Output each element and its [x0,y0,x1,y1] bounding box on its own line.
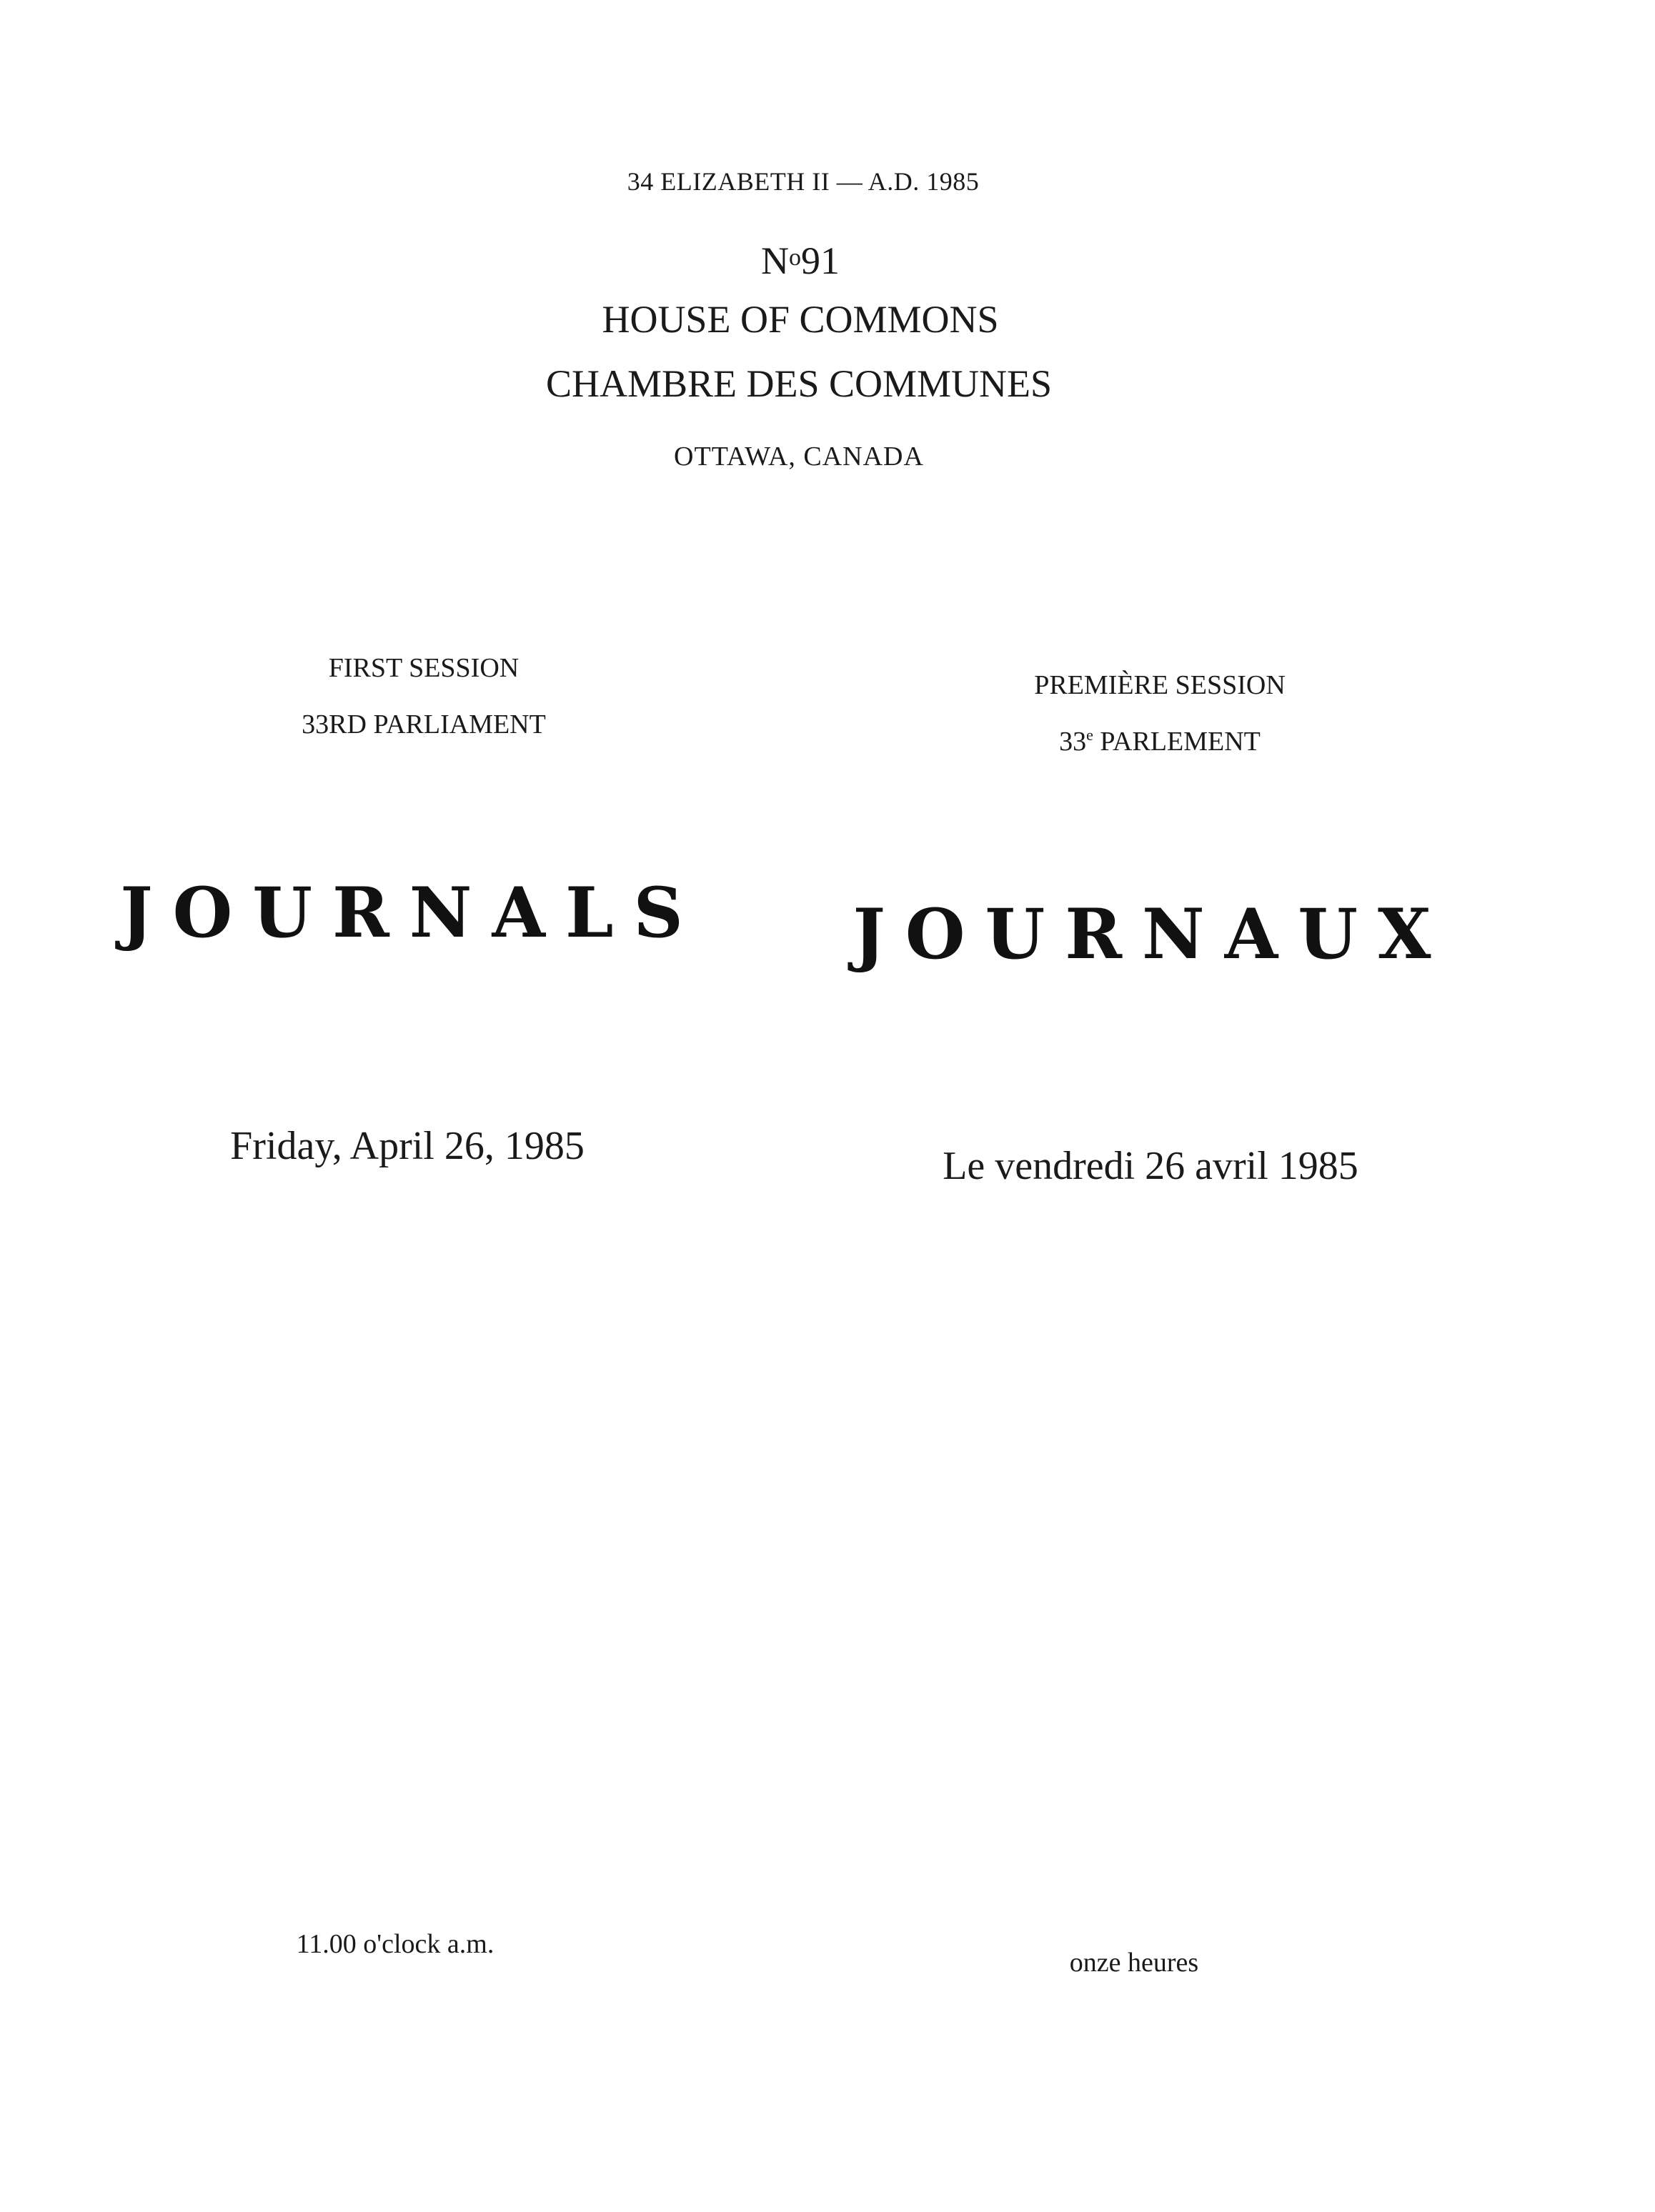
parliament-suffix: e [1086,726,1093,744]
issue-number [761,241,840,280]
title-french: JOURNAUX [853,894,1451,975]
title-english: JOURNALS [120,872,703,953]
parliament-word: PARLEMENT [1093,727,1261,757]
session-english: FIRST SESSION [328,653,520,683]
regnal-year-line: 34 ELIZABETH II — A.D. 1985 [627,167,980,196]
house-name-french: CHAMBRE DES COMMUNES [545,362,1053,405]
parliament-number: 33 [1059,727,1087,757]
sitting-time-french: onze heures [1069,1948,1199,1978]
issue-suffix: o [789,244,801,271]
date-french: Le vendredi 26 avril 1985 [943,1144,1358,1188]
sitting-time-english: 11.00 o'clock a.m. [296,1929,494,1959]
parliament-english: 33RD PARLIAMENT [302,709,546,739]
issue-value: 91 [801,239,840,282]
location: OTTAWA, CANADA [674,442,924,472]
date-english: Friday, April 26, 1985 [230,1124,585,1168]
parliament-french [1059,727,1261,755]
session-french: PREMIÈRE SESSION [1034,670,1286,700]
issue-prefix: N [761,239,789,282]
house-name-english: HOUSE OF COMMONS [602,298,999,341]
